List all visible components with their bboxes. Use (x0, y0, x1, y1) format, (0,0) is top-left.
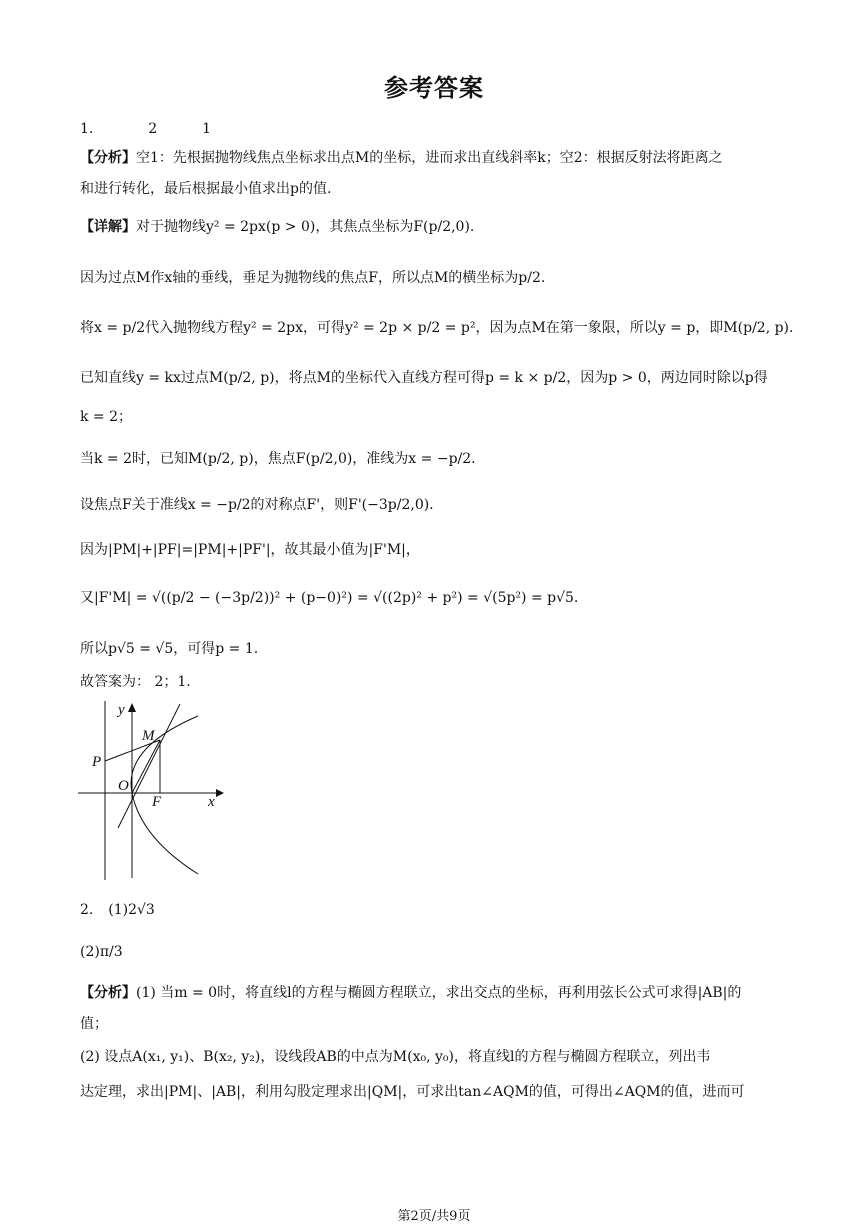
line-om (118, 704, 180, 828)
q2-part1-line (80, 900, 155, 920)
y-axis-arrow (128, 703, 136, 712)
q1-detail-line-7: 设焦点F关于准线x = −p/2的对称点F'，则F'(−3p/2,0). (80, 497, 434, 513)
detail-text-1: 对于抛物线y² = 2px(p > 0)，其焦点坐标为F(p/2,0). (136, 219, 475, 235)
detail-label: 【详解】 (80, 219, 136, 235)
q1-analysis (80, 148, 723, 168)
q1-detail-line-10: 所以p√5 = √5，可得p = 1. (80, 641, 259, 657)
q1-analysis-cont: 和进行转化，最后根据最小值求出p的值. (80, 181, 332, 197)
q2-analysis-text-1: (1) 当m = 0时，将直线l的方程与椭圆方程联立，求出交点的坐标，再利用弦长公式可求得|AB|的 (136, 985, 742, 1001)
q1-detail-line-4: 已知直线y = kx过点M(p/2, p)，将点M的坐标代入直线方程可得p = k × p/2，因为p > 0，两边同时除以p得 (80, 370, 768, 386)
x-axis-arrow (216, 789, 224, 797)
q1-answer-2: 1 (202, 121, 212, 137)
q1-number: 1. (80, 121, 94, 137)
q2-analysis-line-2: 值； (80, 1016, 108, 1032)
q1-answer-1: 2 (148, 121, 158, 137)
q1-detail-line-3: 将x = p/2代入抛物线方程y² = 2px，可得y² = 2p × p/2 = p²，因为点M在第一象限，所以y = p，即M(p/2, p). (80, 320, 794, 336)
q1-detail-line-9: 又|F'M| = √((p/2 − (−3p/2))² + (p−0)²) = √((2p)² + p²) = √(5p²) = p√5. (80, 590, 579, 606)
label-x: x (208, 794, 215, 810)
analysis-text: 空1：先根据抛物线焦点坐标求出点M的坐标，进而求出直线斜率k；空2：根据反射法将距离之 (136, 150, 723, 166)
q1-detail-line-6: 当k = 2时，已知M(p/2, p)，焦点F(p/2,0)，准线为x = −p/2. (80, 451, 476, 467)
q1-detail-line-8: 因为|PM|+|PF|=|PM|+|PF'|，故其最小值为|F'M|， (80, 542, 420, 558)
q2-number: 2. (80, 902, 94, 918)
q1-final-answer: 故答案为： 2；1. (80, 674, 191, 690)
label-p: P (92, 754, 102, 770)
page-footer: 第2页/共9页 (397, 1209, 471, 1224)
segment-om (132, 740, 160, 793)
q2-analysis-line-1 (80, 983, 741, 1003)
q1-detail-line-1 (80, 217, 474, 237)
label-f: F (152, 794, 162, 810)
page-title: 参考答案 (384, 74, 484, 102)
q2-analysis-line-3: (2) 设点A(x₁, y₁)、B(x₂, y₂)，设线段AB的中点为M(x₀, y₀)，将直线l的方程与椭圆方程联立，列出韦 (80, 1049, 711, 1065)
analysis-label: 【分析】 (80, 150, 136, 166)
parabola-figure (78, 698, 228, 880)
q1-detail-line-2: 因为过点M作x轴的垂线，垂足为抛物线的焦点F，所以点M的横坐标为p/2. (80, 270, 546, 286)
label-y: y (118, 702, 125, 718)
q2-part1: (1)2√3 (108, 902, 155, 918)
label-m: M (142, 728, 155, 744)
q2-part2: (2)π/3 (80, 944, 123, 960)
label-o: O (118, 778, 129, 794)
q1-answer-line (80, 119, 211, 139)
q2-analysis-label: 【分析】 (80, 985, 136, 1001)
q1-detail-line-5: k = 2； (80, 409, 133, 425)
q2-analysis-line-4: 达定理，求出|PM|、|AB|，利用勾股定理求出|QM|，可求出tan∠AQM的值，可得出∠AQM的值，进而可 (80, 1084, 745, 1100)
